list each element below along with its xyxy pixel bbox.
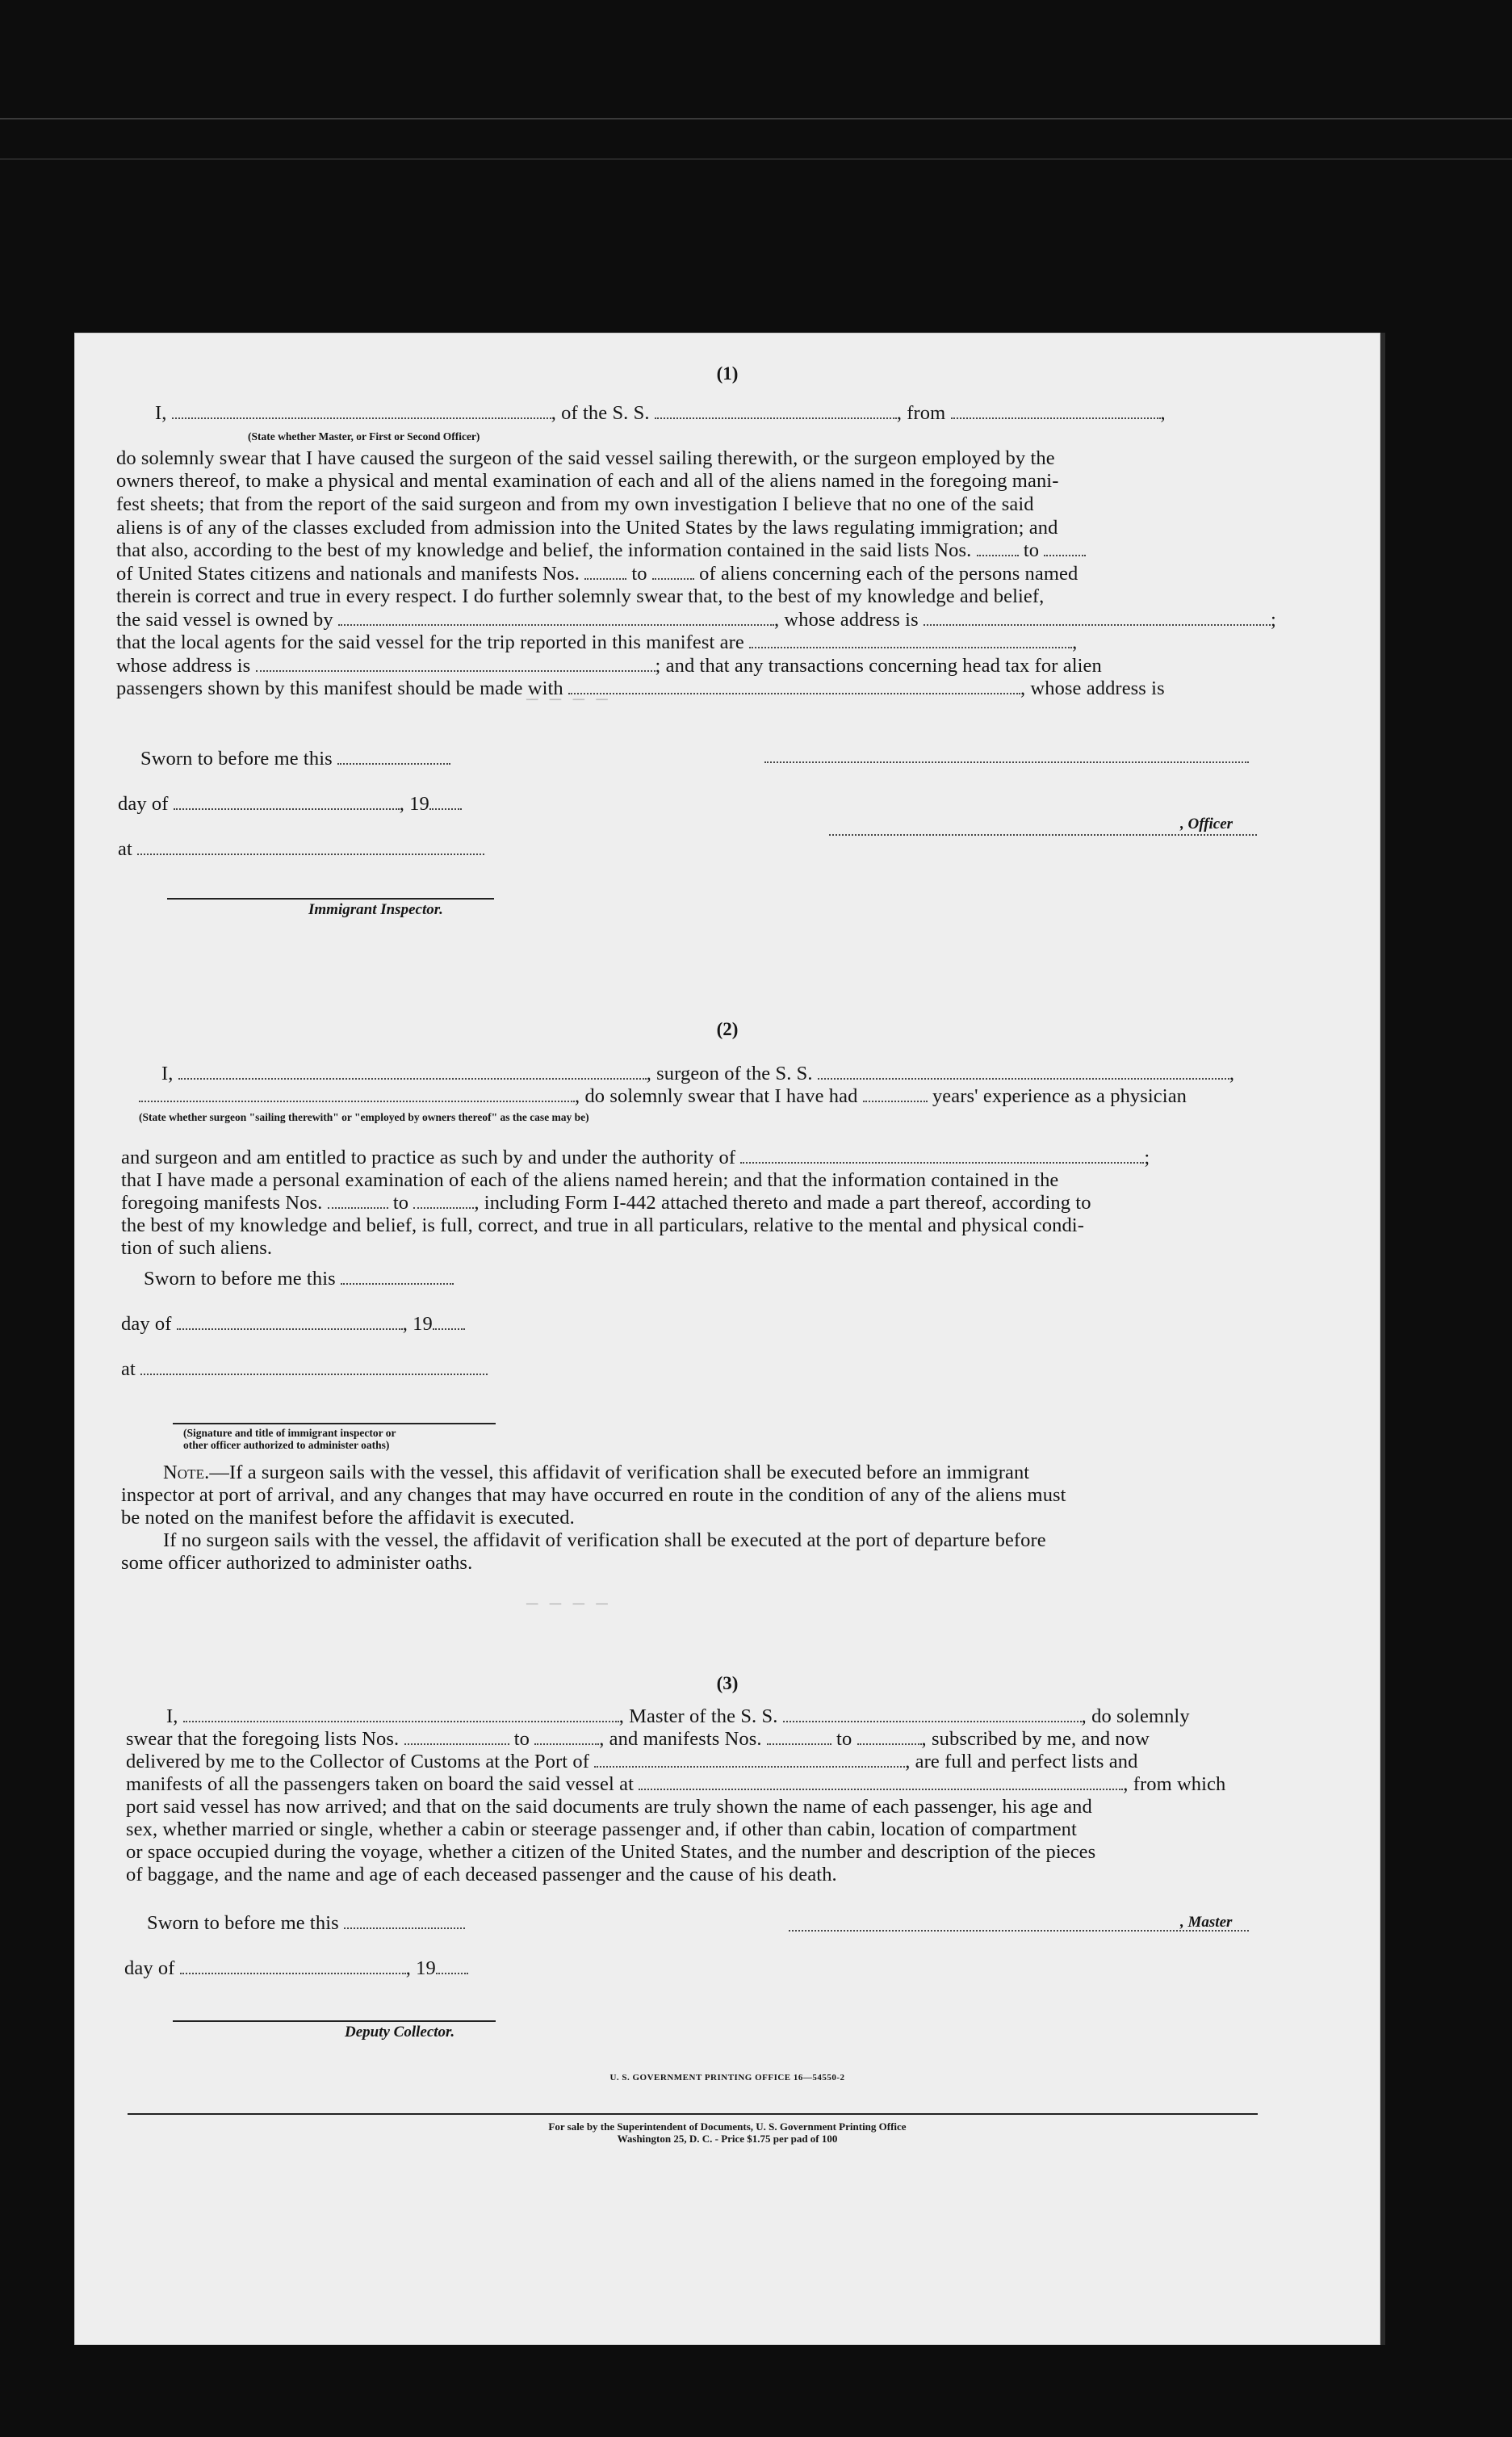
section-number: (2) xyxy=(716,1019,739,1039)
scan-edge-line xyxy=(0,118,1512,120)
para-line: and surgeon and am entitled to practice as such by and under the authority of ; xyxy=(121,1147,1150,1168)
master-manifests-to-field[interactable] xyxy=(857,1743,922,1745)
officer-caption: (State whether Master, or First or Second Officer) xyxy=(248,430,480,443)
footer-rule xyxy=(128,2113,1258,2115)
sig-caption: other officer authorized to administer oaths) xyxy=(183,1439,390,1451)
scan-edge-line-2 xyxy=(0,158,1512,160)
para-line: that also, according to the best of my knowledge and belief, the information contained in the said lists Nos. to xyxy=(116,539,1086,562)
inspector-signature-line[interactable] xyxy=(167,898,494,900)
surgeon-vessel-field[interactable] xyxy=(818,1077,1229,1080)
bleed-through-text: — — — — xyxy=(526,1592,608,1614)
sworn-line: Sworn to before me this xyxy=(147,1912,465,1935)
bleed-through-text: — — — — xyxy=(526,688,608,710)
print-office-line: U. S. GOVERNMENT PRINTING OFFICE 16—54550-2 xyxy=(609,2073,845,2083)
year-field[interactable] xyxy=(429,807,462,810)
sworn-line: Sworn to before me this xyxy=(140,748,450,770)
authority-field[interactable] xyxy=(740,1161,1144,1164)
para-line: or space occupied during the voyage, whether a citizen of the United States, and the number and description of the pieces xyxy=(126,1841,1096,1863)
master-name-field[interactable] xyxy=(183,1720,619,1722)
at-place-field[interactable] xyxy=(137,853,484,855)
officer-name-field[interactable] xyxy=(172,417,551,419)
para-line: aliens is of any of the classes excluded from admission into the United States by the laws regulating immigration; and xyxy=(116,517,1058,539)
owner-field[interactable] xyxy=(338,623,774,626)
officer-label: , Officer xyxy=(1180,816,1233,833)
para-line: foregoing manifests Nos. to , including Form I-442 attached thereto and made a part thereof, according to xyxy=(121,1192,1091,1214)
para-line: port said vessel has now arrived; and that on the said documents are truly shown the name of each passenger, his age and xyxy=(126,1796,1092,1818)
surgeon-year-field[interactable] xyxy=(433,1328,465,1330)
lists-from-field[interactable] xyxy=(977,554,1019,556)
para-line: that I have made a personal examination of each of the aliens named herein; and that the information contained in the xyxy=(121,1169,1059,1191)
experience-line: , do solemnly swear that I have had years' experience as a physician xyxy=(139,1085,1187,1108)
surgeon-day-month-field[interactable] xyxy=(177,1328,403,1330)
inspector-signature-line[interactable] xyxy=(173,1423,496,1424)
para-line: tion of such aliens. xyxy=(121,1237,273,1259)
para-line: owners thereof, to make a physical and mental examination of each and all of the aliens named in the foregoing mani- xyxy=(116,470,1059,492)
surgeon-line: I, , surgeon of the S. S. , xyxy=(161,1063,1235,1084)
surgeon-sworn-day-field[interactable] xyxy=(341,1282,454,1285)
surgeon-at-field[interactable] xyxy=(140,1373,488,1375)
head-tax-agent-field[interactable] xyxy=(568,692,1020,694)
surgeon-name-field[interactable] xyxy=(178,1077,647,1080)
sig-caption: (Signature and title of immigrant inspector or xyxy=(183,1427,396,1439)
master-lists-from-field[interactable] xyxy=(404,1743,509,1745)
boarding-port-field[interactable] xyxy=(639,1788,1123,1790)
lists-line: swear that the foregoing lists Nos. to , and manifests Nos. to , subscribed by me, and now xyxy=(126,1728,1150,1750)
vessel-name-field[interactable] xyxy=(655,417,897,419)
port-field[interactable] xyxy=(594,1765,905,1768)
note-line: inspector at port of arrival, and any changes that may have occurred en route in the condition of any of the aliens must xyxy=(121,1484,1066,1506)
at-line: at xyxy=(118,838,484,861)
at-line: at xyxy=(121,1358,488,1381)
lists-to-field[interactable] xyxy=(1044,554,1086,556)
para-line: sex, whether married or single, whether a cabin or steerage passenger and, if other than cabin, location of compartment xyxy=(126,1818,1077,1840)
master-manifests-from-field[interactable] xyxy=(767,1743,831,1745)
local-agents-field[interactable] xyxy=(749,646,1072,648)
master-line: I, , Master of the S. S. , do solemnly xyxy=(166,1705,1190,1727)
surgeon-status-field[interactable] xyxy=(139,1100,575,1102)
para-line: the said vessel is owned by , whose address is ; xyxy=(116,609,1276,631)
note-line: some officer authorized to administer oaths. xyxy=(121,1552,473,1574)
surgeon-manifests-to-field[interactable] xyxy=(413,1206,474,1209)
sworn-day-field[interactable] xyxy=(337,762,450,765)
master-label: , Master xyxy=(1180,1914,1233,1931)
master-vessel-field[interactable] xyxy=(783,1720,1082,1722)
para-line: fest sheets; that from the report of the said surgeon and from my own investigation I believe that no one of the said xyxy=(116,493,1034,515)
para-line: the best of my knowledge and belief, is full, correct, and true in all particulars, relative to the mental and physical condi- xyxy=(121,1214,1084,1236)
manifest-affidavit-page xyxy=(74,333,1385,2345)
sworn-line: Sworn to before me this xyxy=(144,1268,454,1290)
para-line: of baggage, and the name and age of each deceased passenger and the cause of his death. xyxy=(126,1864,837,1885)
inspector-label: Immigrant Inspector. xyxy=(308,901,443,918)
note-line: If no surgeon sails with the vessel, the affidavit of verification shall be executed at the port of departure before xyxy=(163,1529,1046,1551)
officer-signature-line[interactable] xyxy=(829,834,1257,836)
master-line: I, , of the S. S. , from , xyxy=(155,402,1166,424)
para-line: passengers shown by this manifest should be made with , whose address is xyxy=(116,677,1165,699)
signature-line[interactable] xyxy=(764,761,1249,763)
master-day-month-field[interactable] xyxy=(180,1972,406,1974)
sale-note: For sale by the Superintendent of Documents, U. S. Government Printing Office xyxy=(548,2120,907,2133)
port-line: delivered by me to the Collector of Customs at the Port of , are full and perfect lists and xyxy=(126,1751,1138,1772)
day-line: day of , 19 xyxy=(124,1957,468,1980)
para-line: that the local agents for the said vessel for the trip reported in this manifest are , xyxy=(116,631,1078,653)
section-number: (1) xyxy=(716,363,739,384)
owner-address-field[interactable] xyxy=(924,623,1271,626)
master-sworn-day-field[interactable] xyxy=(344,1927,465,1929)
section-number: (3) xyxy=(716,1673,739,1693)
sale-note-2: Washington 25, D. C. - Price $1.75 per pad of 100 xyxy=(617,2133,838,2145)
para-line: therein is correct and true in every respect. I do further solemnly swear that, to the best of my knowledge and belief, xyxy=(116,585,1045,607)
surgeon-caption: (State whether surgeon "sailing therewith" or "employed by owners thereof" as the case may be) xyxy=(139,1111,589,1123)
day-month-field[interactable] xyxy=(174,807,400,810)
note-line: Note.—If a surgeon sails with the vessel, this affidavit of verification shall be executed before an immigrant xyxy=(163,1462,1030,1483)
master-lists-to-field[interactable] xyxy=(534,1743,599,1745)
day-line: day of , 19 xyxy=(118,793,462,816)
master-year-field[interactable] xyxy=(436,1972,468,1974)
manifests-to-field[interactable] xyxy=(652,577,694,580)
boarding-line: manifests of all the passengers taken on board the said vessel at , from which xyxy=(126,1773,1226,1795)
years-experience-field[interactable] xyxy=(863,1100,928,1102)
departure-port-field[interactable] xyxy=(951,417,1161,419)
deputy-signature-line[interactable] xyxy=(173,2020,496,2022)
surgeon-manifests-from-field[interactable] xyxy=(328,1206,388,1209)
manifests-from-field[interactable] xyxy=(584,577,626,580)
para-line: whose address is ; and that any transactions concerning head tax for alien xyxy=(116,655,1102,677)
deputy-label: Deputy Collector. xyxy=(345,2024,455,2041)
note-line: be noted on the manifest before the affidavit is executed. xyxy=(121,1507,575,1529)
para-line: do solemnly swear that I have caused the surgeon of the said vessel sailing therewith, or the surgeon employed by the xyxy=(116,447,1055,469)
para-line: of United States citizens and nationals and manifests Nos. to of aliens concerning each of the persons named xyxy=(116,563,1079,585)
day-line: day of , 19 xyxy=(121,1313,465,1336)
agents-address-field[interactable] xyxy=(256,669,655,672)
